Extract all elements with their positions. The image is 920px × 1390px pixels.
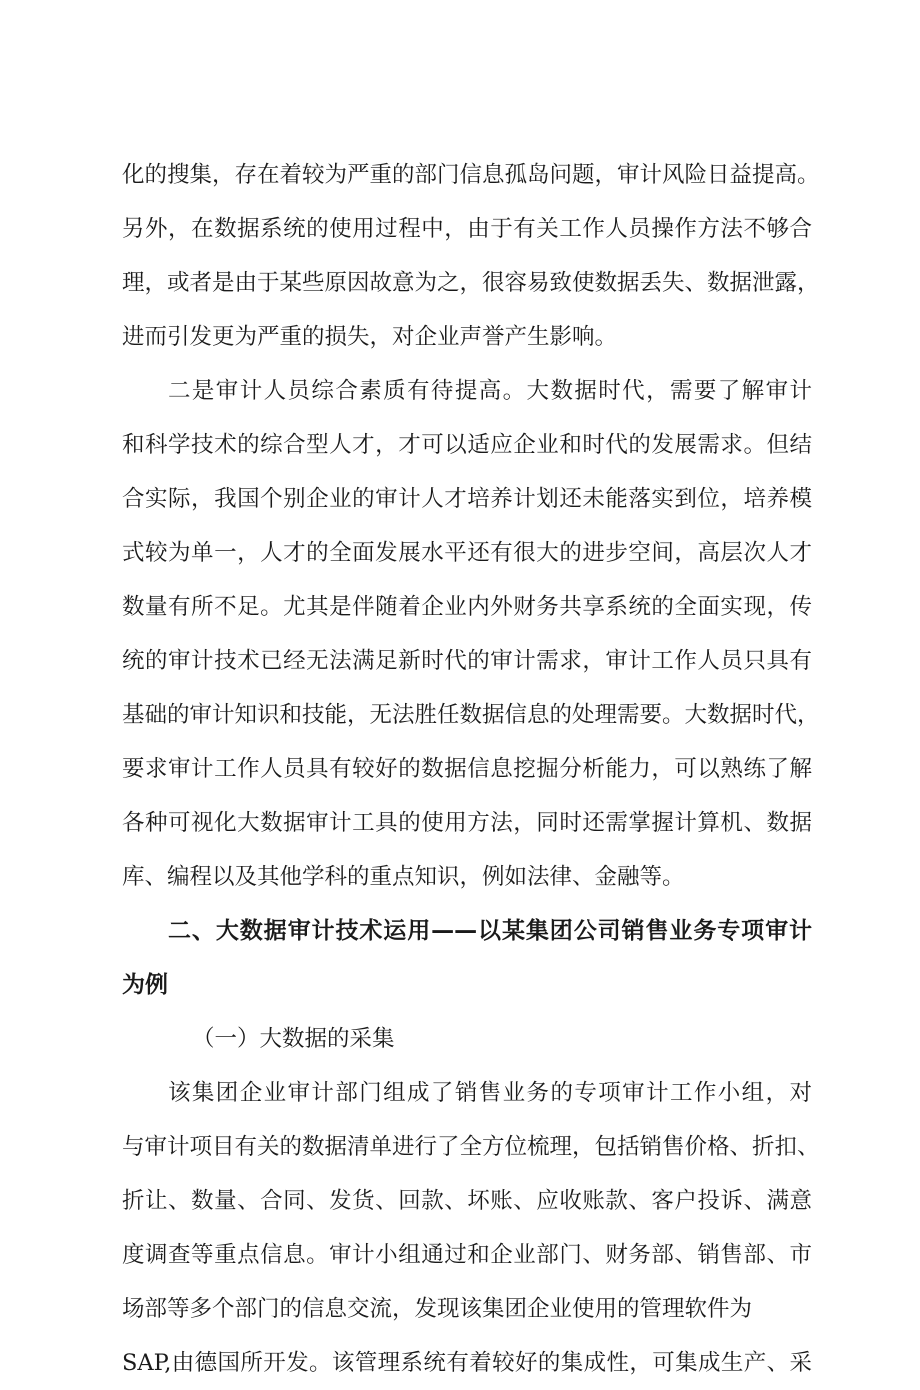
subheading: （一）大数据的采集 xyxy=(192,1026,395,1052)
section-heading xyxy=(122,904,812,1012)
text-line: 和科学技术的综合型人才，才可以适应企业和时代的发展需求。但结 xyxy=(122,432,812,458)
text-line: 与审计项目有关的数据清单进行了全方位梳理，包括销售价格、折扣、 xyxy=(122,1134,820,1160)
text-line: 要求审计工作人员具有较好的数据信息挖掘分析能力，可以熟练了解 xyxy=(122,756,812,782)
heading-line: 二、大数据审计技术运用——以某集团公司销售业务专项审计 xyxy=(168,918,812,944)
text-line: 折让、数量、合同、发货、回款、坏账、应收账款、客户投诉、满意 xyxy=(122,1188,812,1214)
text-line: 式较为单一，人才的全面发展水平还有很大的进步空间，高层次人才 xyxy=(122,540,812,566)
text-line: 化的搜集，存在着较为严重的部门信息孤岛问题，审计风险日益提高。 xyxy=(122,162,820,188)
paragraph-auditor-quality xyxy=(122,364,820,904)
heading-line: 为例 xyxy=(122,972,168,998)
text-line: 进而引发更为严重的损失，对企业声誉产生影响。 xyxy=(122,324,618,350)
text-line: 理，或者是由于某些原因故意为之，很容易致使数据丢失、数据泄露， xyxy=(122,270,820,296)
text-line: 另外，在数据系统的使用过程中，由于有关工作人员操作方法不够合 xyxy=(122,216,812,242)
paragraph-data-collection xyxy=(122,1066,820,1390)
text-line: 该集团企业审计部门组成了销售业务的专项审计工作小组，对 xyxy=(168,1080,812,1106)
text-line: 合实际，我国个别企业的审计人才培养计划还未能落实到位，培养模 xyxy=(122,486,812,512)
paragraph-continuation xyxy=(122,148,820,364)
text-line: 数量有所不足。尤其是伴随着企业内外财务共享系统的全面实现，传 xyxy=(122,594,812,620)
text-line: 库、编程以及其他学科的重点知识，例如法律、金融等。 xyxy=(122,864,685,890)
text-line: 场部等多个部门的信息交流，发现该集团企业使用的管理软件为 xyxy=(122,1296,753,1322)
text-line: 基础的审计知识和技能，无法胜任数据信息的处理需要。大数据时代， xyxy=(122,702,820,728)
text-line: 各种可视化大数据审计工具的使用方法，同时还需掌握计算机、数据 xyxy=(122,810,812,836)
text-line: 统的审计技术已经无法满足新时代的审计需求，审计工作人员只具有 xyxy=(122,648,812,674)
text-line: 二是审计人员综合素质有待提高。大数据时代，需要了解审计 xyxy=(168,378,812,404)
document-page xyxy=(122,148,820,1390)
text-line: 度调查等重点信息。审计小组通过和企业部门、财务部、销售部、市 xyxy=(122,1242,812,1268)
text-line: SAP,由德国所开发。该管理系统有着较好的集成性，可集成生产、采 xyxy=(122,1350,812,1376)
